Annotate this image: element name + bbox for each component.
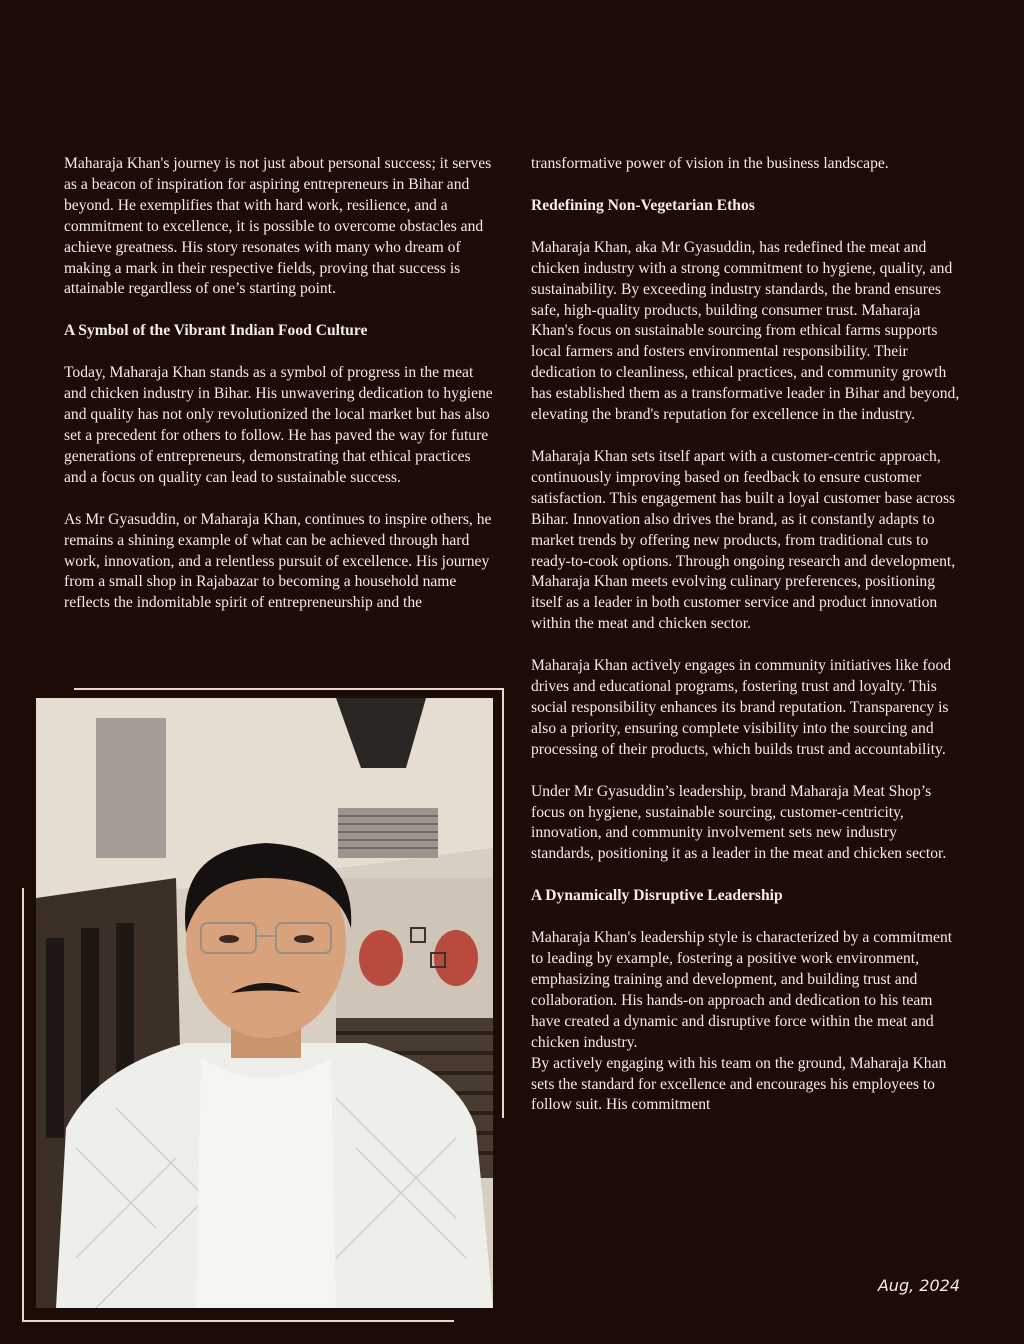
right-text-column <box>531 154 961 1137</box>
paragraph-leadership-ground: By actively engaging with his team on the ground, Maharaja Khan sets the standard for excellence and encourages his employees to follow suit. His commitment <box>531 1054 947 1114</box>
frame-line-left <box>22 888 24 1322</box>
paragraph-redefined: Maharaja Khan, aka Mr Gyasuddin, has redefined the meat and chicken industry with a strong commitment to hygiene, quality, and sustainability. By exceeding industry standards, the brand ensures safe, high-quality products, building consumer trust. Maharaja Khan's focus on sustainable sourcing from ethical farms supports local farmers and fosters environmental responsibility. Their dedication to cleanliness, ethical practices, and community growth has established them as a transformative leader in Bihar and beyond, elevating the brand's reputation for excellence in the industry. <box>531 238 960 424</box>
frame-line-right <box>502 688 504 1118</box>
paragraph-symbol-of-progress: Today, Maharaja Khan stands as a symbol of progress in the meat and chicken industry in Bihar. His unwavering dedication to hygiene and quality has not only revolutionized the local market but has also set a precedent for others to follow. He has paved the way for future generations of entrepreneurs, demonstrating that ethical practices and a focus on quality can lead to sustainable success. <box>64 364 493 486</box>
portrait-photo <box>36 698 493 1308</box>
paragraph-inspire: As Mr Gyasuddin, or Maharaja Khan, continues to inspire others, he remains a shining example of what can be achieved through hard work, innovation, and a relentless pursuit of excellence. His journey from a small shop in Rajabazar to becoming a household name reflects the indomitable spirit of entrepreneurship and the <box>64 510 492 612</box>
heading-non-veg-ethos: Redefining Non-Vegetarian Ethos <box>531 196 755 214</box>
left-text-column <box>64 154 496 635</box>
paragraph-customer-centric: Maharaja Khan sets itself apart with a customer-centric approach, continuously improving based on feedback to ensure customer satisfaction. This engagement has built a loyal customer base across Bihar. Innovation also drives the brand, as it constantly adapts to market trends by offering new products, from traditional cuts to ready-to-cook options. Through ongoing research and development, Maharaja Khan meets evolving culinary preferences, positioning itself as a leader in both customer service and product innovation within the meat and chicken sector. <box>531 447 956 633</box>
paragraph-continuation: transformative power of vision in the business landscape. <box>531 155 889 172</box>
issue-date: Aug, 2024 <box>877 1276 960 1295</box>
paragraph-leadership-standards: Under Mr Gyasuddin’s leadership, brand Maharaja Meat Shop’s focus on hygiene, sustainable sourcing, customer-centricity, innovation, and community involvement sets new industry standards, positioning it as a leader in the meat and chicken sector. <box>531 782 947 863</box>
heading-disruptive-leadership: A Dynamically Disruptive Leadership <box>531 887 783 905</box>
paragraph-leadership-style: Maharaja Khan's leadership style is characterized by a commitment to leading by example, fostering a positive work environment, emphasizing training and development, and building trust and collaboration. His hands-on approach and dedication to his team have created a dynamic and disruptive force within the meat and chicken industry. <box>531 929 953 1051</box>
paragraph-community: Maharaja Khan actively engages in community initiatives like food drives and educational programs, fostering trust and loyalty. This social responsibility enhances its brand reputation. Transparency is also a priority, ensuring complete visibility into the sourcing and processing of their products, which builds trust and accountability. <box>531 657 952 758</box>
frame-line-top <box>74 688 504 690</box>
frame-line-bottom <box>22 1320 454 1322</box>
heading-food-culture: A Symbol of the Vibrant Indian Food Culture <box>64 322 368 340</box>
paragraph-journey: Maharaja Khan's journey is not just about personal success; it serves as a beacon of inspiration for aspiring entrepreneurs in Bihar and beyond. He exemplifies that with hard work, resilience, and a commitment to excellence, it is possible to overcome obstacles and achieve greatness. His story resonates with many who dream of making a mark in their respective fields, proving that success is attainable regardless of one’s starting point. <box>64 155 492 298</box>
